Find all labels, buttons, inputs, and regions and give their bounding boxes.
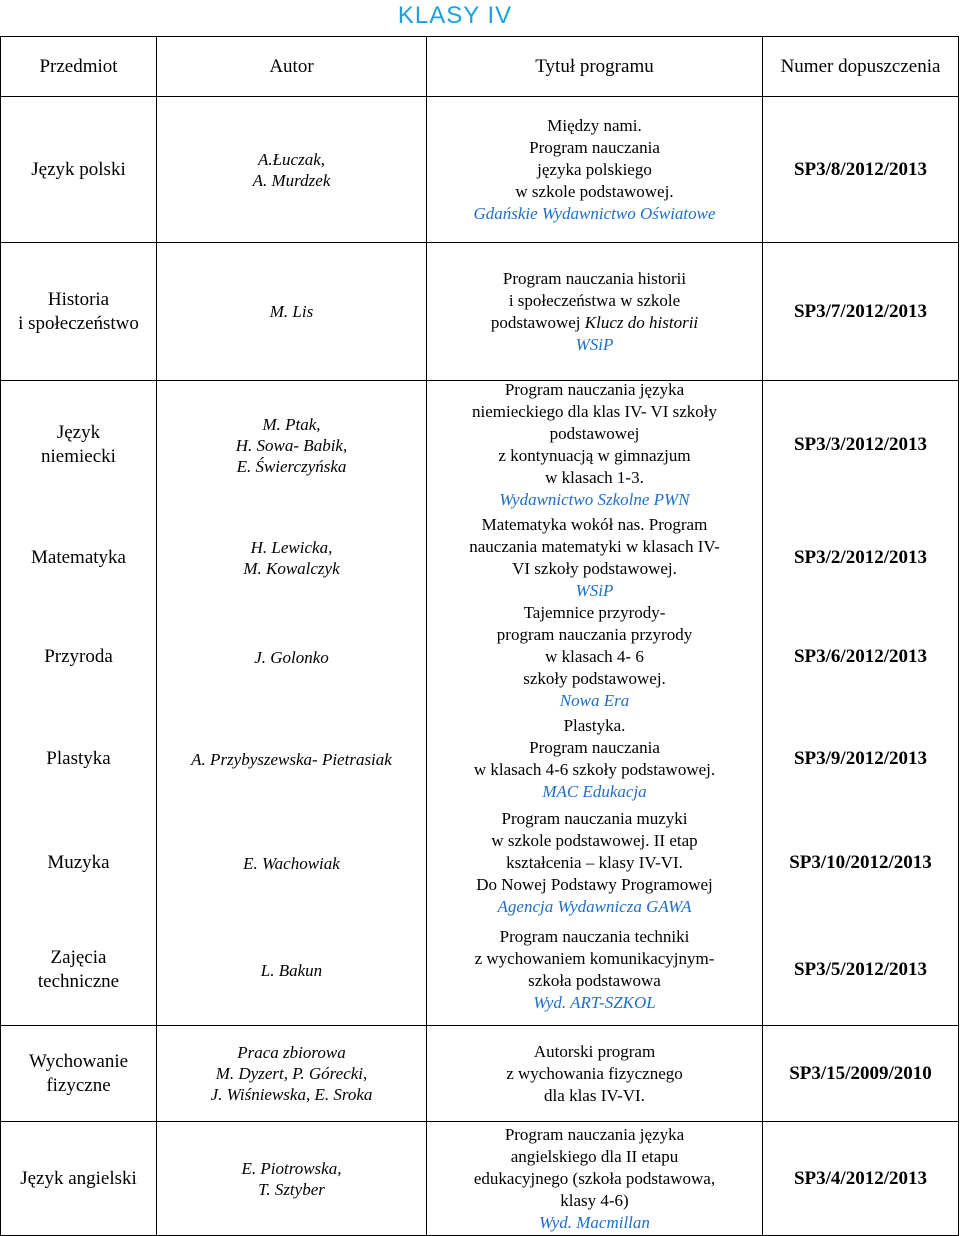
subject-line: Matematyka (31, 547, 126, 568)
page-title: KLASY IV (397, 2, 513, 29)
approval-number: SP3/2/2012/2013 (793, 547, 927, 568)
author-cell-group (157, 381, 427, 1026)
author-line: M. Dyzert, P. Górecki, (215, 1064, 368, 1083)
author-line: Praca zbiorowa (237, 1043, 346, 1062)
approval-number: SP3/7/2012/2013 (793, 300, 927, 322)
approval-number-cell (767, 607, 954, 707)
program-cell (431, 707, 758, 811)
approval-number-cell-group (763, 381, 959, 1026)
subject-line: Historia (47, 288, 110, 310)
approval-number-cell (763, 1026, 959, 1122)
program-line: Autorski program (533, 1041, 656, 1061)
subject-line: Język (56, 422, 101, 443)
header-author: Autor (157, 37, 427, 97)
approval-number-cell (767, 509, 954, 607)
author-cell (161, 381, 422, 509)
subject-cell (5, 811, 152, 915)
publisher-label: MAC Edukacja (542, 782, 647, 801)
subject-cell (1, 97, 157, 243)
subject-cell (5, 707, 152, 811)
approval-number-cell (767, 811, 954, 915)
program-line: Do Nowej Podstawy Programowej (476, 875, 713, 894)
approval-number: SP3/3/2012/2013 (793, 434, 927, 455)
program-line: podstawowej Klucz do historii (490, 312, 699, 332)
author-line: J. Golonko (254, 647, 329, 667)
author-cell (157, 243, 427, 381)
program-cell (427, 97, 763, 243)
author-line: M. Kowalczyk (243, 559, 340, 578)
subject-line: Plastyka (46, 748, 111, 769)
publisher-label: Wydawnictwo Szkolne PWN (499, 490, 690, 509)
program-line: Matematyka wokół nas. Program (481, 515, 708, 534)
approval-number: SP3/5/2012/2013 (793, 959, 927, 980)
program-cell (431, 811, 758, 915)
program-cell (427, 1122, 763, 1236)
approval-number: SP3/8/2012/2013 (793, 158, 927, 180)
program-line: Między nami. (547, 115, 642, 135)
table-row (1, 97, 959, 243)
header-subject: Przedmiot (1, 37, 157, 97)
subject-line: fizyczne (46, 1074, 111, 1096)
program-line: języka polskiego (537, 159, 652, 179)
author-cell (157, 1026, 427, 1122)
program-cell (431, 381, 758, 509)
program-cell (431, 603, 758, 710)
program-line: Program nauczania muzyki (501, 809, 688, 828)
program-line: kształcenia – klasy IV-VI. (506, 853, 683, 872)
program-line: edukacyjnego (szkoła podstawowa, (473, 1168, 716, 1188)
author-line: H. Sowa- Babik, (235, 435, 348, 455)
program-line: VI szkoły podstawowej. (512, 559, 677, 578)
header-program: Tytuł programu (427, 37, 763, 97)
author-line: T. Sztyber (258, 1179, 325, 1199)
subject-cell (5, 607, 152, 707)
program-line: Plastyka. (563, 716, 626, 735)
program-line: i społeczeństwa w szkole (508, 290, 681, 310)
subject-line: Muzyka (47, 852, 110, 873)
subject-line: i społeczeństwo (18, 312, 139, 334)
author-cell (157, 1122, 427, 1236)
program-line: w klasach 4- 6 (545, 647, 644, 666)
approval-number: SP3/9/2012/2013 (793, 748, 927, 769)
program-line: z wychowaniem komunikacyjnym- (474, 949, 715, 968)
program-cell (427, 243, 763, 381)
program-line: klasy 4-6) (560, 1190, 629, 1210)
subject-line: Język angielski (20, 1167, 137, 1189)
author-cell (161, 915, 422, 1025)
author-cell (161, 607, 422, 707)
program-cell (431, 509, 758, 607)
subject-line: Zajęcia (50, 947, 107, 968)
program-line: szkoła podstawowa (528, 971, 661, 990)
program-line: angielskiego dla II etapu (510, 1146, 679, 1166)
author-line: L. Bakun (260, 960, 323, 980)
subject-line: Przyroda (44, 646, 113, 667)
table-row-group (1, 381, 959, 1026)
subject-cell (5, 509, 152, 607)
publisher-label: WSiP (575, 334, 614, 354)
program-line: z wychowania fizycznego (506, 1063, 683, 1083)
publisher-label: Nowa Era (559, 691, 630, 710)
program-line: Program nauczania (529, 738, 660, 757)
approval-number: SP3/10/2012/2013 (789, 852, 932, 873)
program-line: Tajemnice przyrody- (523, 603, 666, 622)
program-line: szkoły podstawowej. (523, 669, 666, 688)
approval-number-cell (767, 707, 954, 811)
subject-cell (1, 1122, 157, 1236)
program-line: niemieckiego dla klas IV- VI szkoły (471, 402, 718, 421)
program-line: podstawowej (549, 424, 640, 443)
publisher-label: WSiP (575, 581, 614, 600)
author-line: J. Wiśniewska, E. Sroka (210, 1085, 373, 1104)
program-line: w klasach 4-6 szkoły podstawowej. (473, 760, 716, 779)
publisher-label: Wyd. Macmillan (539, 1212, 650, 1232)
header-row (1, 37, 959, 97)
author-cell (161, 509, 422, 607)
author-line: A. Przybyszewska- Pietrasiak (191, 749, 392, 769)
approval-number-cell (763, 1122, 959, 1236)
subject-cell-group (1, 381, 157, 1026)
author-line: E. Piotrowska, (241, 1158, 342, 1178)
program-cell-group (427, 381, 763, 1026)
program-line: z kontynuacją w gimnazjum (498, 446, 691, 465)
program-line: Program nauczania języka (504, 380, 685, 399)
approval-number: SP3/6/2012/2013 (793, 646, 927, 667)
author-line: E. Wachowiak (243, 853, 340, 873)
program-italic-title: Klucz do historii (584, 312, 699, 332)
approval-number: SP3/15/2009/2010 (789, 1062, 932, 1084)
author-line: A. Murdzek (252, 170, 331, 190)
program-line: Program nauczania historii (502, 268, 687, 288)
program-line: w szkole podstawowej. (515, 181, 674, 201)
author-line: E. Świerczyńska (236, 456, 347, 476)
program-line: w szkole podstawowej. II etap (491, 831, 698, 850)
program-line: Program nauczania (529, 137, 660, 157)
approval-number-cell (763, 97, 959, 243)
subject-line: techniczne (37, 971, 120, 992)
program-line: program nauczania przyrody (496, 625, 693, 644)
publisher-label: Wyd. ART-SZKOL (533, 993, 656, 1012)
subject-cell (1, 1026, 157, 1122)
approval-number-cell (767, 915, 954, 1025)
author-line: M. Lis (269, 302, 314, 321)
publisher-label: Gdańskie Wydawnictwo Oświatowe (473, 203, 716, 223)
program-cell (431, 915, 758, 1025)
publisher-label: Agencja Wydawnicza GAWA (497, 897, 692, 916)
author-cell (161, 707, 422, 811)
subject-line: Wychowanie (28, 1050, 129, 1072)
subject-cell (1, 243, 157, 381)
table-row (1, 243, 959, 381)
program-line: dla klas IV-VI. (544, 1085, 645, 1105)
table-row (1, 1122, 959, 1236)
approval-number-cell (763, 243, 959, 381)
author-cell (157, 97, 427, 243)
subject-line: Język polski (31, 158, 126, 180)
program-line: nauczania matematyki w klasach IV- (469, 537, 720, 556)
program-line: Program nauczania techniki (499, 927, 690, 946)
subject-line: niemiecki (41, 446, 116, 467)
program-line: w klasach 1-3. (545, 468, 644, 487)
subject-cell (5, 381, 152, 509)
program-line: Program nauczania języka (504, 1124, 685, 1144)
subject-cell (5, 915, 152, 1025)
curriculum-table (0, 36, 959, 1236)
program-cell (427, 1026, 763, 1122)
approval-number-cell (767, 381, 954, 509)
author-line: H. Lewicka, (250, 538, 333, 557)
approval-number: SP3/4/2012/2013 (793, 1167, 927, 1189)
author-cell (161, 811, 422, 915)
header-number: Numer dopuszczenia (763, 37, 959, 97)
author-line: A.Łuczak, (257, 149, 326, 169)
author-line: M. Ptak, (262, 414, 321, 434)
table-row (1, 1026, 959, 1122)
